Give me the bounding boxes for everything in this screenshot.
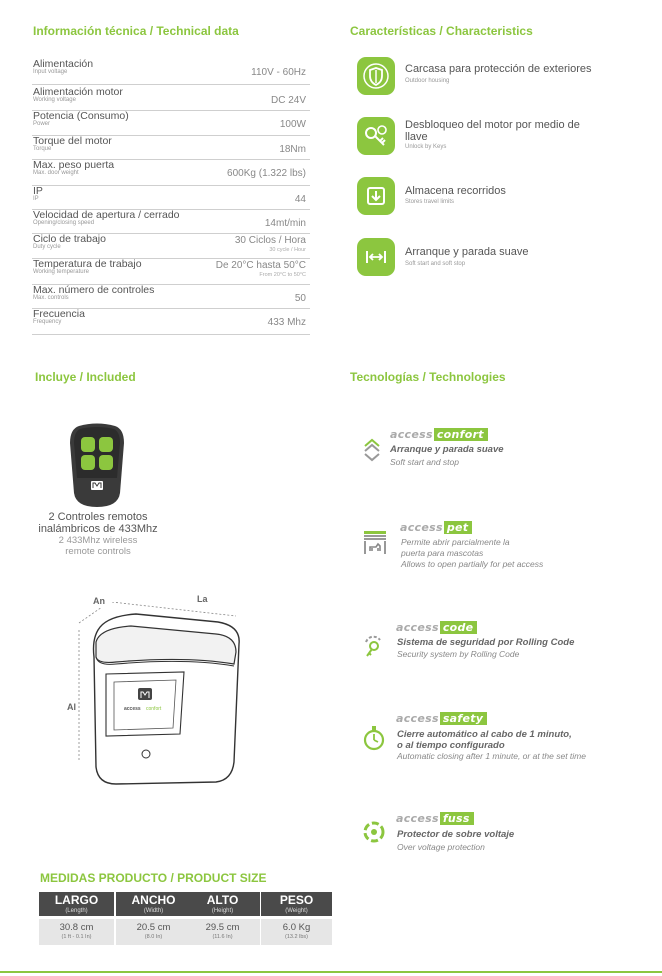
rolling-key-icon — [362, 632, 382, 656]
size-head-height: ALTO — [206, 893, 239, 907]
char-sub-soft: Soft start and soft stop — [405, 261, 466, 267]
brand-code-b: code — [440, 621, 478, 634]
safety-line1b: o al tiempo configurado — [397, 740, 505, 751]
tech-row-label: Alimentación — [33, 58, 94, 70]
tech-row-value-sub: 30 cycle / Hour — [269, 247, 306, 253]
chevrons-icon — [362, 438, 382, 462]
included-text — [0, 511, 196, 557]
confort-line2: Soft start and stop — [390, 457, 459, 467]
tech-row-sublabel: Max. door weight — [33, 170, 79, 176]
technologies-title: Tecnologías / Technologies — [350, 370, 506, 384]
tech-row-sublabel: Opening/closing speed — [33, 220, 95, 226]
char-title-unlock: Desbloqueo del motor por medio de llave — [405, 119, 580, 143]
included-line1: 2 Controles remotos — [48, 511, 148, 523]
size-title: MEDIDAS PRODUCTO / PRODUCT SIZE — [40, 871, 267, 885]
footer-line — [0, 971, 662, 973]
brand-confort-a: access — [390, 428, 433, 441]
tech-row-value: De 20°C hasta 50°C — [215, 260, 306, 271]
tech-row-value-sub: From 20°C to 50°C — [259, 272, 306, 278]
char-title-soft: Arranque y parada suave — [405, 246, 529, 258]
remote-control-image — [62, 423, 132, 514]
tech-row-label: Max. número de controles — [33, 284, 155, 296]
surge-icon — [362, 820, 386, 844]
tech-row-value: 18Nm — [279, 144, 306, 155]
tech-row — [32, 58, 310, 85]
safety-line2: Automatic closing after 1 minute, or at the set time — [397, 751, 586, 761]
char-title-housing: Carcasa para protección de exteriores — [405, 63, 592, 75]
tech-row — [32, 209, 310, 234]
tech-row-label: Velocidad de apertura / cerrado — [33, 209, 180, 221]
size-val-width: 20.5 cm — [136, 922, 171, 933]
tech-row-sublabel: Duty cycle — [33, 244, 61, 250]
tech-row-label: Max. peso puerta — [33, 159, 115, 171]
size-head-height-sub: (Height) — [211, 908, 234, 914]
brand-pet-b: pet — [444, 521, 473, 534]
size-val-weight: 6.0 Kg — [282, 922, 311, 933]
size-head-length: LARGO — [54, 893, 99, 907]
size-head-weight: PESO — [279, 893, 314, 907]
size-col-height — [185, 892, 260, 945]
dim-width-label: An — [93, 596, 105, 606]
tech-row-value: 14mt/min — [264, 218, 306, 229]
svg-text:access: access — [124, 706, 141, 712]
brand-fuss-a: access — [396, 812, 439, 825]
confort-line1: Arranque y parada suave — [390, 444, 504, 455]
dim-length-label: La — [197, 594, 208, 604]
tech-row-label: Alimentación motor — [33, 86, 123, 98]
tech-row-label: IP — [33, 185, 43, 197]
included-line2: inalámbricos de 433Mhz — [38, 523, 158, 535]
tech-row-value: 50 — [294, 293, 306, 304]
brand-confort — [390, 428, 488, 441]
size-val-width-sub: (8.0 In) — [144, 934, 163, 940]
dim-height-label: Al — [67, 702, 76, 712]
char-sub-housing: Outdoor housing — [405, 78, 450, 84]
tech-row-sublabel: Power — [33, 121, 51, 127]
brand-fuss — [396, 812, 474, 825]
pet-line1b: puerta para mascotas — [401, 548, 484, 558]
brand-code-a: access — [396, 621, 439, 634]
tech-row-sublabel: Input voltage — [33, 69, 68, 75]
tech-row-label: Ciclo de trabajo — [33, 233, 106, 245]
brand-confort-b: confort — [434, 428, 488, 441]
size-head-length-sub: (Length) — [65, 908, 88, 914]
brand-code — [396, 621, 477, 634]
tech-row — [32, 284, 310, 309]
char-title-travel: Almacena recorridos — [405, 185, 506, 197]
tech-row — [32, 110, 310, 136]
size-val-weight-sub: (13.2 lbs) — [285, 934, 308, 940]
tech-row-sublabel: Torque — [33, 146, 52, 152]
tech-row-label: Temperatura de trabajo — [33, 258, 142, 270]
tech-row-value: 110V - 60Hz — [251, 67, 306, 78]
tech-row — [32, 185, 310, 210]
pet-line1: Permite abrir parcialmente la — [401, 537, 510, 547]
tech-row-sublabel: IP — [33, 196, 39, 202]
tech-row — [32, 159, 310, 186]
brand-safety-a: access — [396, 712, 439, 725]
tech-row-sublabel: Working temperature — [33, 269, 89, 275]
download-icon — [357, 177, 395, 215]
size-head-weight-sub: (Weight) — [285, 908, 308, 914]
tech-row-sublabel: Max. controls — [33, 295, 69, 301]
arrows-icon — [357, 238, 395, 276]
tech-row-value: 433 Mhz — [267, 317, 306, 328]
included-line3: 2 433Mhz wireless — [58, 535, 138, 546]
svg-text:confort: confort — [146, 706, 162, 712]
brand-pet-a: access — [400, 521, 443, 534]
tech-row — [32, 233, 310, 259]
size-head-width-sub: (Width) — [143, 908, 164, 914]
shield-icon — [357, 57, 395, 95]
brand-pet — [400, 521, 472, 534]
size-col-length — [39, 892, 114, 945]
tech-row-value: 44 — [294, 194, 306, 205]
code-line1: Sistema de seguridad por Rolling Code — [397, 637, 575, 648]
stopwatch-icon — [362, 724, 386, 748]
brand-safety — [396, 712, 487, 725]
tech-row — [32, 86, 310, 111]
tech-title: Información técnica / Technical data — [33, 24, 239, 38]
char-sub-unlock: Unlock by Keys — [405, 144, 447, 150]
included-title: Incluye / Included — [35, 370, 136, 384]
tech-row-value: 30 Ciclos / Hora — [234, 235, 306, 246]
tech-row-sublabel: Working voltage — [33, 97, 76, 103]
tech-row-label: Potencia (Consumo) — [33, 110, 129, 122]
char-sub-travel: Stores travel limits — [405, 199, 455, 205]
tech-row — [32, 135, 310, 160]
pet-line2: Allows to open partially for pet access — [401, 559, 544, 569]
tech-row-value: 100W — [279, 119, 306, 130]
fuss-line1: Protector de sobre voltaje — [397, 829, 515, 840]
brand-fuss-b: fuss — [440, 812, 474, 825]
size-val-height-sub: (11.6 In) — [212, 934, 233, 940]
product-drawing — [76, 602, 246, 797]
characteristics-title: Características / Characteristics — [350, 24, 533, 38]
size-val-height: 29.5 cm — [205, 922, 240, 933]
tech-row — [32, 258, 310, 285]
tech-row — [32, 308, 310, 335]
pet-gate-icon — [362, 529, 388, 553]
size-val-length: 30.8 cm — [59, 922, 94, 933]
included-line4: remote controls — [65, 546, 131, 557]
size-val-length-sub: (1 ft - 0.1 In) — [61, 934, 92, 940]
size-head-width: ANCHO — [131, 893, 176, 907]
tech-row-label: Torque del motor — [33, 135, 112, 147]
size-col-width — [116, 892, 191, 945]
tech-row-value: DC 24V — [270, 95, 306, 106]
tech-row-value: 600Kg (1.322 lbs) — [227, 168, 306, 179]
code-line2: Security system by Rolling Code — [397, 649, 520, 659]
tech-row-label: Frecuencia — [33, 308, 85, 320]
size-col-weight — [261, 892, 332, 945]
tech-row-sublabel: Frequency — [33, 319, 62, 325]
fuss-line2: Over voltage protection — [397, 842, 485, 852]
brand-safety-b: safety — [440, 712, 487, 725]
key-icon — [357, 117, 395, 155]
safety-line1: Cierre automático al cabo de 1 minuto, — [397, 729, 572, 740]
